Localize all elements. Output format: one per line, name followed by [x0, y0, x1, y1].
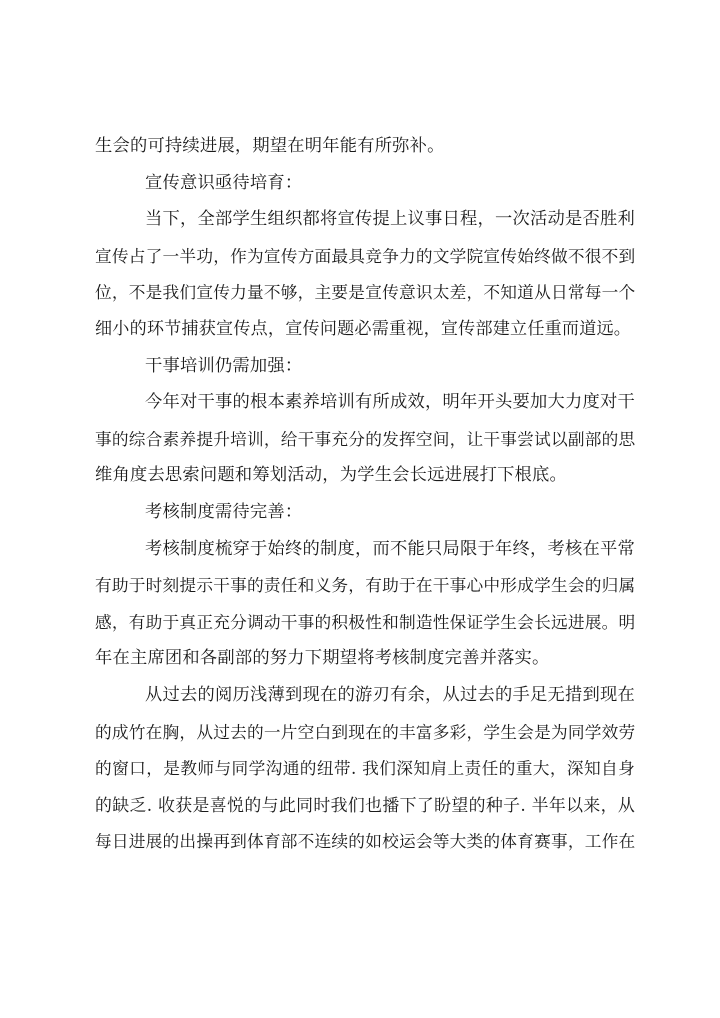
text-line: 感，有助于真正充分调动干事的积极性和制造性保证学生会长远进展。明 — [95, 611, 636, 632]
section-heading-assessment: 考核制度需待完善： — [145, 501, 303, 522]
text-line: 的成竹在胸，从过去的一片空白到现在的丰富多彩，学生会是为同学效劳 — [95, 721, 636, 742]
text-line: 考核制度梳穿于始终的制度，而不能只局限于年终，考核在平常 — [145, 538, 635, 559]
text-line: 每日进展的出操再到体育部不连续的如校运会等大类的体育赛事，工作在 — [95, 831, 636, 852]
text-line: 年在主席团和各副部的努力下期望将考核制度完善并落实。 — [95, 648, 550, 669]
section-heading-publicity: 宣传意识亟待培育： — [145, 172, 303, 193]
text-line: 宣传占了一半功，作为宣传方面最具竞争力的文学院宣传始终做不很不到 — [95, 245, 636, 266]
section-heading-training: 干事培训仍需加强： — [145, 355, 303, 376]
text-line: 维角度去思索问题和筹划活动，为学生会长远进展打下根底。 — [95, 465, 567, 486]
text-line: 事的综合素养提升培训，给干事充分的发挥空间，让干事尝试以副部的思 — [95, 428, 636, 449]
text-line: 从过去的阅历浅薄到现在的游刃有余，从过去的手足无措到现在 — [145, 684, 635, 705]
text-line: 的窗口，是教师与同学沟通的纽带. 我们深知肩上责任的重大，深知自身 — [95, 758, 635, 779]
document-body — [95, 128, 635, 860]
text-line: 生会的可持续进展，期望在明年能有所弥补。 — [95, 136, 445, 156]
text-line: 的缺乏. 收获是喜悦的与此同时我们也播下了盼望的种子. 半年以来，从 — [95, 794, 635, 815]
text-line: 有助于时刻提示干事的责任和义务，有助于在干事心中形成学生会的归属 — [95, 575, 636, 596]
text-line: 当下，全部学生组织都将宣传提上议事日程，一次活动是否胜利 — [145, 209, 635, 230]
text-line: 细小的环节捕获宣传点，宣传问题必需重视，宣传部建立任重而道远。 — [95, 318, 632, 339]
text-line: 位，不是我们宣传力量不够，主要是宣传意识太差，不知道从日常每一个 — [95, 282, 636, 303]
text-line: 今年对干事的根本素养培训有所成效，明年开头要加大力度对干 — [145, 392, 635, 413]
